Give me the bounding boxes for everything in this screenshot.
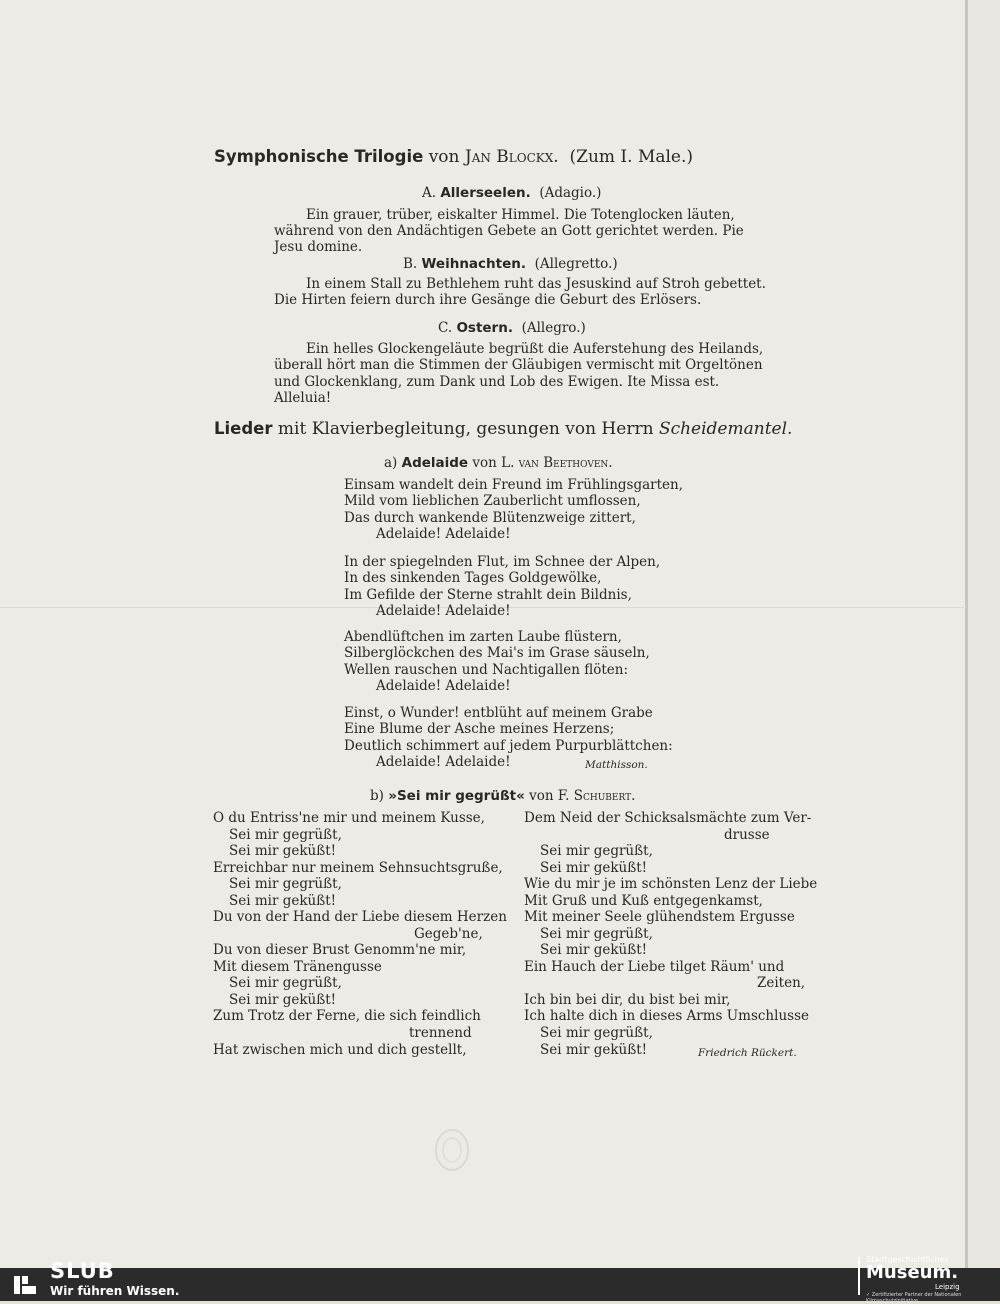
verse-line: Wellen rauschen und Nachtigallen flöten:	[344, 662, 629, 678]
next-page-edge	[968, 0, 1000, 1268]
verse-line: Sei mir geküßt!	[229, 893, 337, 909]
museum-city: Leipzig	[935, 1283, 960, 1291]
verse-refrain: Adelaide! Adelaide!	[376, 526, 511, 542]
verse-line: Sei mir gegrüßt,	[540, 1025, 653, 1041]
verse-line: Mild vom lieblichen Zauberlicht umflossen,	[344, 493, 641, 509]
verse-line: trennend	[409, 1025, 472, 1041]
museum-label: Stadtgeschichtliches	[866, 1255, 949, 1264]
verse-line: drusse	[724, 827, 770, 843]
verse-line: Mit diesem Tränengusse	[213, 959, 382, 975]
verse-line: O du Entriss'ne mir und meinem Kusse,	[213, 810, 485, 826]
verse-line: Deutlich schimmert auf jedem Purpurblättchen:	[344, 738, 673, 754]
poet-signature: Friedrich Rückert.	[698, 1047, 797, 1059]
verse-line: Erreichbar nur meinem Sehnsuchtsgruße,	[213, 860, 503, 876]
verse-line: Hat zwischen mich und dich gestellt,	[213, 1042, 467, 1058]
verse-line: Abendlüftchen im zarten Laube flüstern,	[344, 629, 622, 645]
verse-line: In der spiegelnden Flut, im Schnee der Alpen,	[344, 554, 661, 570]
verse-line: Einsam wandelt dein Freund im Frühlingsgarten,	[344, 477, 684, 493]
verse-line: Sei mir gegrüßt,	[229, 827, 342, 843]
verse-line: Gegeb'ne,	[414, 926, 483, 942]
embossed-stamp-icon	[432, 1125, 472, 1175]
movement-a-line: Jesu domine.	[274, 239, 363, 255]
verse-refrain: Adelaide! Adelaide!	[376, 603, 511, 619]
verse-line: Sei mir geküßt!	[229, 843, 337, 859]
movement-b-line: In einem Stall zu Bethlehem ruht das Jesuskind auf Stroh gebettet.	[306, 276, 766, 292]
song-a-heading: a) Adelaide von L. van Beethoven.	[384, 455, 613, 471]
verse-line: Sei mir gegrüßt,	[540, 843, 653, 859]
verse-line: Sei mir geküßt!	[540, 1042, 648, 1058]
poet-signature: Matthisson.	[585, 759, 648, 771]
verse-line: Sei mir geküßt!	[540, 942, 648, 958]
movement-c-line: Alleluia!	[274, 390, 332, 406]
movement-a-heading: A. Allerseelen. (Adagio.)	[422, 185, 602, 201]
slub-name[interactable]: SLUB	[50, 1259, 115, 1283]
verse-line: Mit Gruß und Kuß entgegenkamst,	[524, 893, 763, 909]
verse-line: Sei mir geküßt!	[540, 860, 648, 876]
verse-refrain: Adelaide! Adelaide!	[376, 754, 511, 770]
verse-line: In des sinkenden Tages Goldgewölke,	[344, 570, 602, 586]
verse-line: Zeiten,	[757, 975, 806, 991]
verse-line: Sei mir gegrüßt,	[540, 926, 653, 942]
slub-slogan: Wir führen Wissen.	[50, 1284, 180, 1298]
movement-a-line: während von den Andächtigen Gebete an Gott gerichtet werden. Pie	[274, 223, 744, 239]
verse-line: Mit meiner Seele glühendstem Ergusse	[524, 909, 795, 925]
verse-line: Das durch wankende Blütenzweige zittert,	[344, 510, 636, 526]
verse-line: Einst, o Wunder! entblüht auf meinem Grabe	[344, 705, 653, 721]
verse-line: Ein Hauch der Liebe tilget Räum' und	[524, 959, 785, 975]
verse-line: Sei mir geküßt!	[229, 992, 337, 1008]
museum-name[interactable]: Museum.	[866, 1262, 959, 1283]
movement-b-heading: B. Weihnachten. (Allegretto.)	[403, 256, 618, 272]
verse-line: Eine Blume der Asche meines Herzens;	[344, 721, 615, 737]
verse-line: Wie du mir je im schönsten Lenz der Liebe	[524, 876, 818, 892]
verse-line: Ich bin bei dir, du bist bei mir,	[524, 992, 731, 1008]
viewer-footer	[0, 1255, 1000, 1304]
verse-line: Sei mir gegrüßt,	[229, 876, 342, 892]
movement-c-line: überall hört man die Stimmen der Gläubigen vermischt mit Orgeltönen	[274, 357, 763, 373]
museum-logo-bar	[858, 1257, 860, 1295]
verse-line: Zum Trotz der Ferne, die sich feindlich	[213, 1008, 481, 1024]
lieder-heading: Lieder mit Klavierbegleitung, gesungen von Herrn Scheidemantel.	[214, 419, 793, 439]
movement-c-line: und Glockenklang, zum Dank und Lob des Ewigen. Ite Missa est.	[274, 374, 720, 390]
verse-line: Ich halte dich in dieses Arms Umschlusse	[524, 1008, 809, 1024]
slub-logo-icon	[14, 1276, 36, 1294]
verse-line: Sei mir gegrüßt,	[229, 975, 342, 991]
trilogie-heading: Symphonische Trilogie von Jan Blockx. (Zum I. Male.)	[214, 147, 694, 167]
movement-c-line: Ein helles Glockengeläute begrüßt die Auferstehung des Heilands,	[306, 341, 764, 357]
movement-a-line: Ein grauer, trüber, eiskalter Himmel. Die Totenglocken läuten,	[306, 207, 735, 223]
verse-line: Du von der Hand der Liebe diesem Herzen	[213, 909, 507, 925]
verse-line: Silberglöckchen des Mai's im Grase säuseln,	[344, 645, 650, 661]
verse-line: Dem Neid der Schicksalsmächte zum Ver-	[524, 810, 812, 826]
museum-certificate: ✓ Zertifizierter Partner der Nationalen Klimaschutzinitiative	[866, 1292, 962, 1304]
verse-line: Du von dieser Brust Genomm'ne mir,	[213, 942, 467, 958]
movement-b-line: Die Hirten feiern durch ihre Gesänge die Geburt des Erlösers.	[274, 292, 702, 308]
verse-line: Im Gefilde der Sterne strahlt dein Bildnis,	[344, 587, 632, 603]
song-b-heading: b) »Sei mir gegrüßt« von F. Schubert.	[370, 788, 636, 804]
verse-refrain: Adelaide! Adelaide!	[376, 678, 511, 694]
movement-c-heading: C. Ostern. (Allegro.)	[438, 320, 586, 336]
